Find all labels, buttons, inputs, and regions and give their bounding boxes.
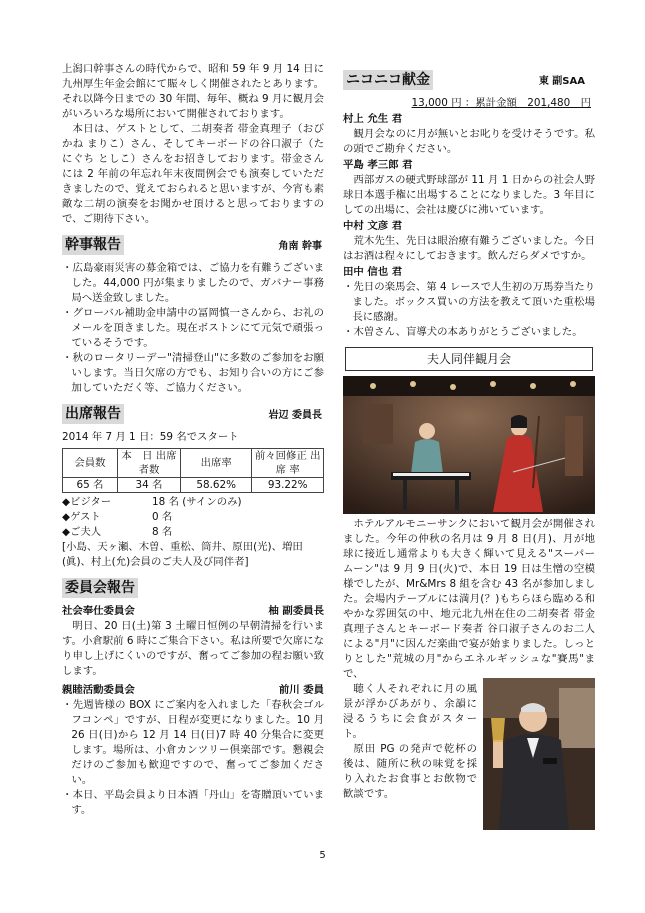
niko-entry-text-3: 荒木先生、先日は眼治療有難うございました。今日はお酒は程々にしておきます。飲んだらダメですか。	[343, 235, 595, 262]
niko-entry-name-4: 田中 信也 君	[343, 266, 403, 278]
kanji-item-1: ・広島豪雨災害の募金箱では、ご協力を有難うございました。44,000 円が集まりましたので、ガバナー事務局へ送金致しました。	[62, 262, 324, 304]
table-cell-rate: 58.62%	[180, 478, 252, 493]
kanji-report-header	[62, 234, 324, 256]
niko-header	[343, 69, 595, 91]
niko-tanaka-item-1: ・先日の楽馬会、第 4 レースで人生初の万馬券当たりました。ボックス買いの方法を教えて頂いた重松場長に感謝。	[343, 281, 595, 323]
attendance-title: 出席報告	[62, 404, 124, 424]
event-lower-block	[343, 682, 595, 830]
niko-title: ニコニコ献金	[343, 70, 433, 90]
table-cell-corrected-rate: 93.22%	[252, 478, 324, 493]
niko-entry-name-3: 中村 文彦 君	[343, 220, 403, 232]
kanji-report-title: 幹事報告	[62, 235, 124, 255]
attendance-note: [小島、天ヶ瀬、木曽、重松、筒井、原田(光)、増田(眞)、村上(允)会員のご夫人及び同伴者]	[62, 541, 303, 568]
event-lower-text	[343, 682, 477, 830]
niko-entry-name-1: 村上 允生 君	[343, 113, 403, 125]
event-paragraph-lower-2: 原田 PG の発声で乾杯の後は、随所に秋の味覚を採り入れたお食事とお飲物で歓談です。	[343, 743, 477, 800]
table-header-rate: 出席率	[180, 449, 252, 478]
committee-2-reporter: 前川 委員	[278, 684, 324, 696]
niko-entry-text-2: 西部ガスの硬式野球部が 11 月 1 日からの社会人野球日本選手権に出場することになりました。3 年目にしての出場に、会社は慶びに沸いています。	[343, 174, 595, 216]
intro-paragraph-1: 上潟口幹事さんの時代からで、昭和 59 年 9 月 14 日に九州厚生年金会館にて賑々しく開催されたとあります。それ以降今日までの 30 年間、毎年、概ね 9 月に観月会がいろいろな場所において開催されております。	[62, 63, 324, 120]
event-title: 夫人同伴観月会	[345, 347, 593, 371]
committee-header	[62, 577, 324, 599]
table-row	[63, 478, 324, 493]
committee-1-name: 社会奉仕委員会	[62, 605, 135, 617]
intro-paragraph-2: 本日は、ゲストとして、二胡奏者 帯金真理子（おびかね まりこ）さん、そしてキーボードの谷口淑子（たにぐち としこ）さんをお招きしております。帯金さんには 2 年前の年忘れ年末夜間例会でも演奏していただきましたので、覚えておられると思いますが、今宵も素敵な二胡の演奏をお聞かせ頂けると思っておりますので、ご期待下さい。	[62, 123, 324, 225]
event-photo-illustration	[343, 376, 595, 514]
committee-1-reporter: 柚 副委員長	[268, 605, 324, 617]
kanji-report-reporter: 角南 幹事	[278, 241, 322, 252]
attendance-extra-visitor: ◆ビジター 18 名 (サインのみ)	[62, 496, 242, 508]
committee-2-item-2: ・本日、平島会員より日本酒「丹山」を寄贈頂いています。	[62, 789, 324, 816]
right-column	[343, 62, 595, 830]
attendance-extra-spouse: ◆ご夫人 8 名	[62, 526, 173, 538]
kanji-item-3: ・秋のロータリーデー"清掃登山"に多数のご参加をお願いします。当日欠席の方でも、お知り合いの方にご参加していただく等、ご協力ください。	[62, 352, 324, 394]
left-column	[62, 62, 324, 818]
table-header-corrected-rate: 前々回修正 出 席 率	[252, 449, 324, 478]
niko-tanaka-item-2: ・木曽さん、盲導犬の本ありがとうございました。	[343, 326, 583, 338]
table-header-present: 本 日 出席者数	[117, 449, 180, 478]
kanji-item-2: ・グローバル補助金申請中の冨岡慎一さんから、お礼のメールを頂きました。現在ボストンにて元気で頑張っているそうです。	[62, 307, 324, 349]
committee-2-header	[62, 683, 324, 698]
niko-entry-name-2: 平島 孝三郎 君	[343, 159, 413, 171]
niko-total-line: 13,000 円 ：累計金額 201,480 円	[411, 97, 591, 109]
committee-1-header	[62, 604, 324, 619]
event-photo	[343, 376, 595, 514]
toast-photo-illustration	[483, 678, 595, 830]
niko-entry-text-1: 観月会なのに月が無いとお叱りを受けそうです。私の頭でご勘弁ください。	[343, 128, 595, 155]
table-row	[63, 449, 324, 478]
attendance-table	[62, 448, 324, 493]
table-header-members: 会員数	[63, 449, 118, 478]
table-cell-members: 65 名	[63, 478, 118, 493]
page-number: 5	[319, 850, 326, 861]
committee-title: 委員会報告	[62, 578, 138, 598]
attendance-extra-guest: ◆ゲスト 0 名	[62, 511, 173, 523]
niko-reporter: 東 副SAA	[538, 76, 585, 87]
attendance-start-line: 2014 年 7 月 1 日：59 名でスタート	[62, 431, 239, 443]
committee-2-item-1: ・先週皆様の BOX にご案内を入れました「春秋会ゴルフコンペ」ですが、日程が変更になりました。10 月 26 日(日)から 12 月 14 日(日)7 時 40 分集合に変更します。場所は、小倉カンツリー倶楽部です。懇親会だけのご参加も歓迎ですので、奮ってご参加ください。	[62, 699, 324, 786]
table-cell-present: 34 名	[117, 478, 180, 493]
attendance-reporter: 岩辺 委員長	[268, 410, 322, 421]
event-paragraph-lower: 聴く人それぞれに月の風景が浮かびあがり、余韻に浸るうちに会食がスタート。	[343, 683, 477, 740]
committee-1-text: 明日、20 日(土)第 3 土曜日恒例の早朝清掃を行います。小倉駅前 6 時にご集合下さい。私は所要で欠席になり申し上げにくいのですが、奮ってご参加の程お願い致します。	[62, 620, 324, 677]
event-paragraph-upper: ホテルアルモニーサンクにおいて観月会が開催されました。今年の仲秋の名月は 9 月 8 日(月)、月が地球に接近し通常よりも大きく輝いて見える"スーパームーン"は 9 月 9 日(火)で、本日 19 日は生憎の空模様でしたが、Mr&Mrs 8 組を含む 43 名が参加しました。会場内テーブルには満月(？)もちらほら臨める和やかな雰囲気の中、地元北九州在住の二胡奏者 帯金真理子さんとキーボード奏者 谷口淑子さんのお二人による"月"に因んだ楽曲で宴が始まりました。しっとりとした"荒城の月"からエネルギッシュな"賽馬"まで、	[343, 518, 595, 680]
attendance-header	[62, 403, 324, 425]
committee-2-name: 親睦活動委員会	[62, 684, 135, 696]
toast-photo	[483, 678, 595, 830]
